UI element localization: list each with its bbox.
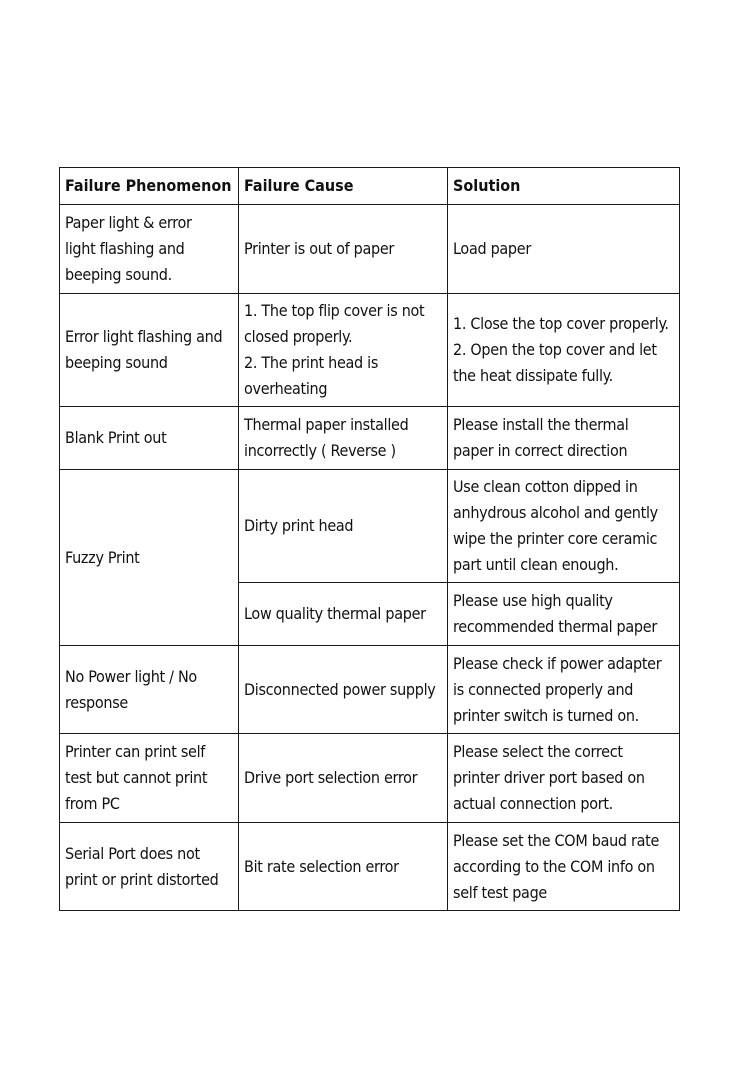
header-failure-phenomenon: Failure Phenomenon bbox=[60, 168, 239, 205]
phenomenon-cell bbox=[60, 470, 239, 646]
phenomenon-cell bbox=[60, 646, 239, 734]
cause-cell bbox=[239, 583, 448, 646]
cause-text: Thermal paper installed incorrectly ( Reverse ) bbox=[244, 415, 409, 460]
cause-cell bbox=[239, 205, 448, 294]
phenomenon-text: Blank Print out bbox=[65, 428, 167, 447]
solution-cell bbox=[448, 470, 680, 583]
phenomenon-text: Paper light & error light flashing and beeping sound. bbox=[65, 213, 192, 284]
solution-text: 1. Close the top cover properly. 2. Open the top cover and let the heat dissipate fully. bbox=[453, 314, 669, 385]
phenomenon-cell bbox=[60, 823, 239, 911]
solution-text: Use clean cotton dipped in anhydrous alcohol and gently wipe the printer core ceramic part until clean enough. bbox=[453, 477, 658, 574]
table-row bbox=[60, 646, 680, 734]
cause-text: Bit rate selection error bbox=[244, 856, 399, 876]
phenomenon-text: Error light flashing and beeping sound bbox=[65, 327, 223, 372]
table-row bbox=[60, 470, 680, 583]
table-row bbox=[60, 205, 680, 294]
cause-text: Dirty print head bbox=[244, 516, 354, 535]
solution-cell bbox=[448, 646, 680, 734]
solution-cell bbox=[448, 583, 680, 646]
solution-text: Please check if power adapter is connected properly and printer switch is turned on. bbox=[453, 653, 662, 725]
solution-text: Load paper bbox=[453, 239, 531, 258]
cause-text: 1. The top flip cover is not closed properly. 2. The print head is overheating bbox=[244, 301, 425, 398]
solution-text: Please select the correct printer driver port based on actual connection port. bbox=[453, 742, 645, 813]
phenomenon-cell bbox=[60, 407, 239, 470]
solution-cell bbox=[448, 294, 680, 407]
cause-text: Printer is out of paper bbox=[244, 239, 395, 258]
table-row bbox=[60, 294, 680, 407]
solution-cell bbox=[448, 205, 680, 294]
solution-cell bbox=[448, 823, 680, 911]
cause-cell bbox=[239, 646, 448, 734]
cause-text: Disconnected power supply bbox=[244, 679, 436, 699]
solution-text: Please use high quality recommended thermal paper bbox=[453, 591, 657, 636]
phenomenon-cell bbox=[60, 734, 239, 823]
phenomenon-text: No Power light / No response bbox=[65, 666, 197, 712]
table-header-row bbox=[60, 168, 680, 205]
table-row bbox=[60, 407, 680, 470]
phenomenon-cell bbox=[60, 294, 239, 407]
phenomenon-text: Serial Port does not print or print distorted bbox=[65, 843, 219, 889]
header-solution: Solution bbox=[448, 168, 680, 205]
cause-text: Low quality thermal paper bbox=[244, 604, 426, 623]
solution-text: Please install the thermal paper in correct direction bbox=[453, 415, 629, 460]
solution-cell bbox=[448, 407, 680, 470]
phenomenon-text: Printer can print self test but cannot print from PC bbox=[65, 742, 208, 813]
header-failure-cause: Failure Cause bbox=[239, 168, 448, 205]
cause-cell bbox=[239, 823, 448, 911]
solution-text: Please set the COM baud rate according to the COM info on self test page bbox=[453, 830, 660, 902]
cause-cell bbox=[239, 734, 448, 823]
table-row bbox=[60, 823, 680, 911]
solution-cell bbox=[448, 734, 680, 823]
phenomenon-text: Fuzzy Print bbox=[65, 547, 140, 567]
table-row bbox=[60, 734, 680, 823]
cause-text: Drive port selection error bbox=[244, 768, 418, 787]
cause-cell bbox=[239, 470, 448, 583]
troubleshooting-table bbox=[59, 167, 680, 911]
cause-cell bbox=[239, 407, 448, 470]
phenomenon-cell bbox=[60, 205, 239, 294]
cause-cell bbox=[239, 294, 448, 407]
